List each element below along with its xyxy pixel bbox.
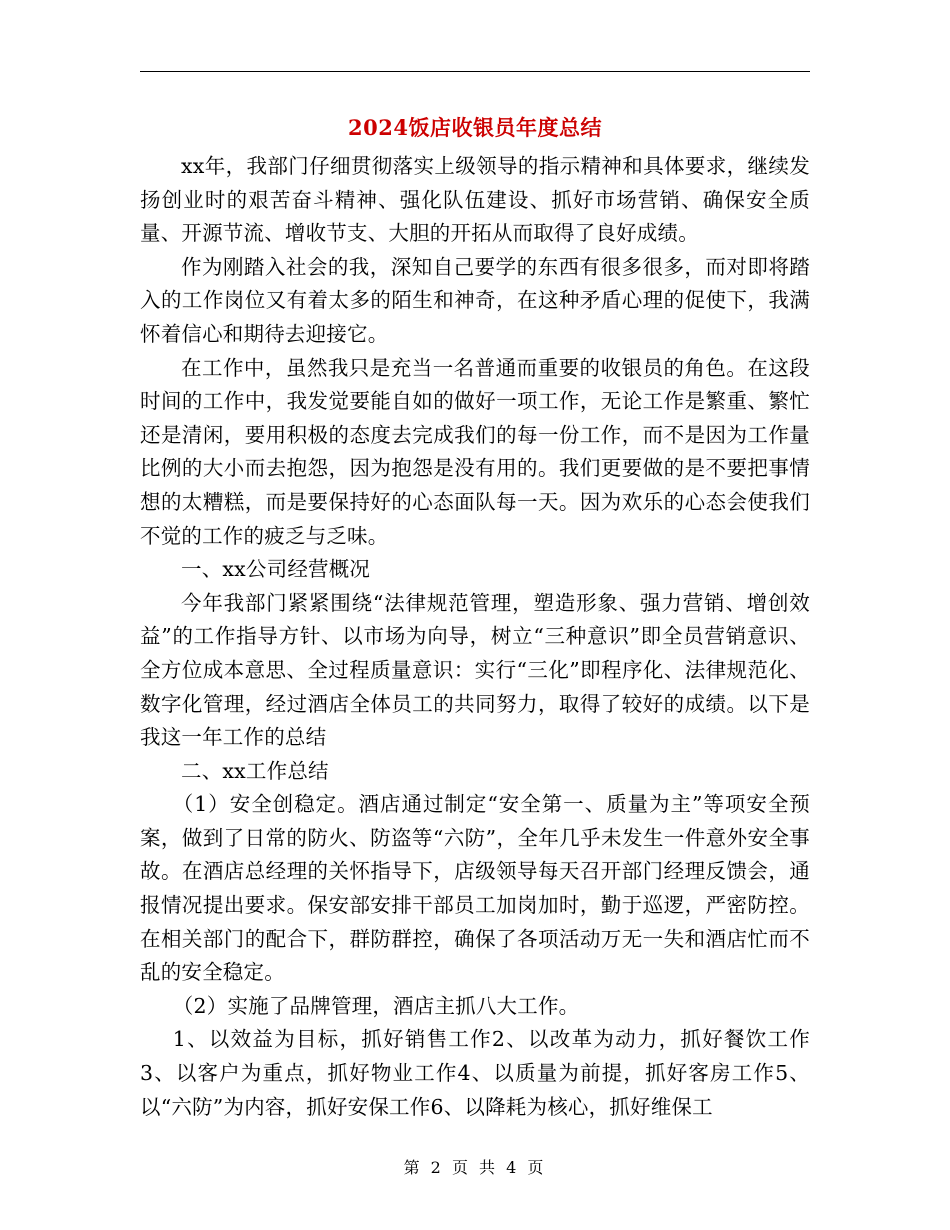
paragraph-safety: （1）安全创稳定。酒店通过制定“安全第一、质量为主”等项安全预案，做到了日常的防火、防盗等“六防”，全年几乎未发生一件意外安全事故。在酒店总经理的关怀指导下，店级领导每天召开部门经理反馈会，通报情况提出要求。保安部安排干部员工加岗加时，勤于巡逻，严密防控。在相关部门的配合下，群防群控，确保了各项活动万无一失和酒店忙而不乱的安全稳定。	[140, 792, 810, 985]
paragraph-eight-tasks: 1、以效益为目标，抓好销售工作2、以改革为动力，抓好餐饮工作 3、以客户为重点，抓好物业工作4、以质量为前提，抓好客房工作5、以“六防”为内容，抓好安保工作6、以降耗为核心，抓好维保工	[140, 1027, 810, 1119]
paragraph-intro: xx年，我部门仔细贯彻落实上级领导的指示精神和具体要求，继续发扬创业时的艰苦奋斗精神、强化队伍建设、抓好市场营销、确保安全质量、开源节流、增收节支、大胆的开拓从而取得了良好成绩。	[140, 154, 810, 246]
header-rule	[140, 71, 810, 72]
section-heading-work-summary: 二、xx工作总结	[181, 758, 329, 783]
section-heading-company-overview: 一、xx公司经营概况	[181, 557, 371, 582]
paragraph-cashier-role: 在工作中，虽然我只是充当一名普通而重要的收银员的角色。在这段时间的工作中，我发觉要能自如的做好一项工作，无论工作是繁重、繁忙还是清闲，要用积极的态度去完成我们的每一份工作，而不是因为工作量比例的大小而去抱怨，因为抱怨是没有用的。我们更要做的是不要把事情想的太糟糕，而是要保持好的心态面队每一天。因为欢乐的心态会使我们不觉的工作的疲乏与乏味。	[140, 355, 810, 548]
paragraph-company-overview: 今年我部门紧紧围绕“法律规范管理，塑造形象、强力营销、增创效益”的工作指导方针、以市场为向导，树立“三种意识”即全员营销意识、全方位成本意思、全过程质量意识：实行“三化”即程序化、法律规范化、数字化管理，经过酒店全体员工的共同努力，取得了较好的成绩。以下是我这一年工作的总结	[140, 590, 810, 750]
document-title: 2024饭店收银员年度总结	[348, 115, 602, 140]
paragraph-brand-management: （2）实施了品牌管理，酒店主抓八大工作。	[172, 993, 580, 1018]
paragraph-new-to-society: 作为刚踏入社会的我，深知自己要学的东西有很多很多，而对即将踏入的工作岗位又有着太多的陌生和神奇，在这种矛盾心理的促使下，我满怀着信心和期待去迎接它。	[140, 254, 810, 346]
document-body	[140, 150, 810, 1124]
page-number-footer: 第 2 页 共 4 页	[403, 1158, 547, 1177]
